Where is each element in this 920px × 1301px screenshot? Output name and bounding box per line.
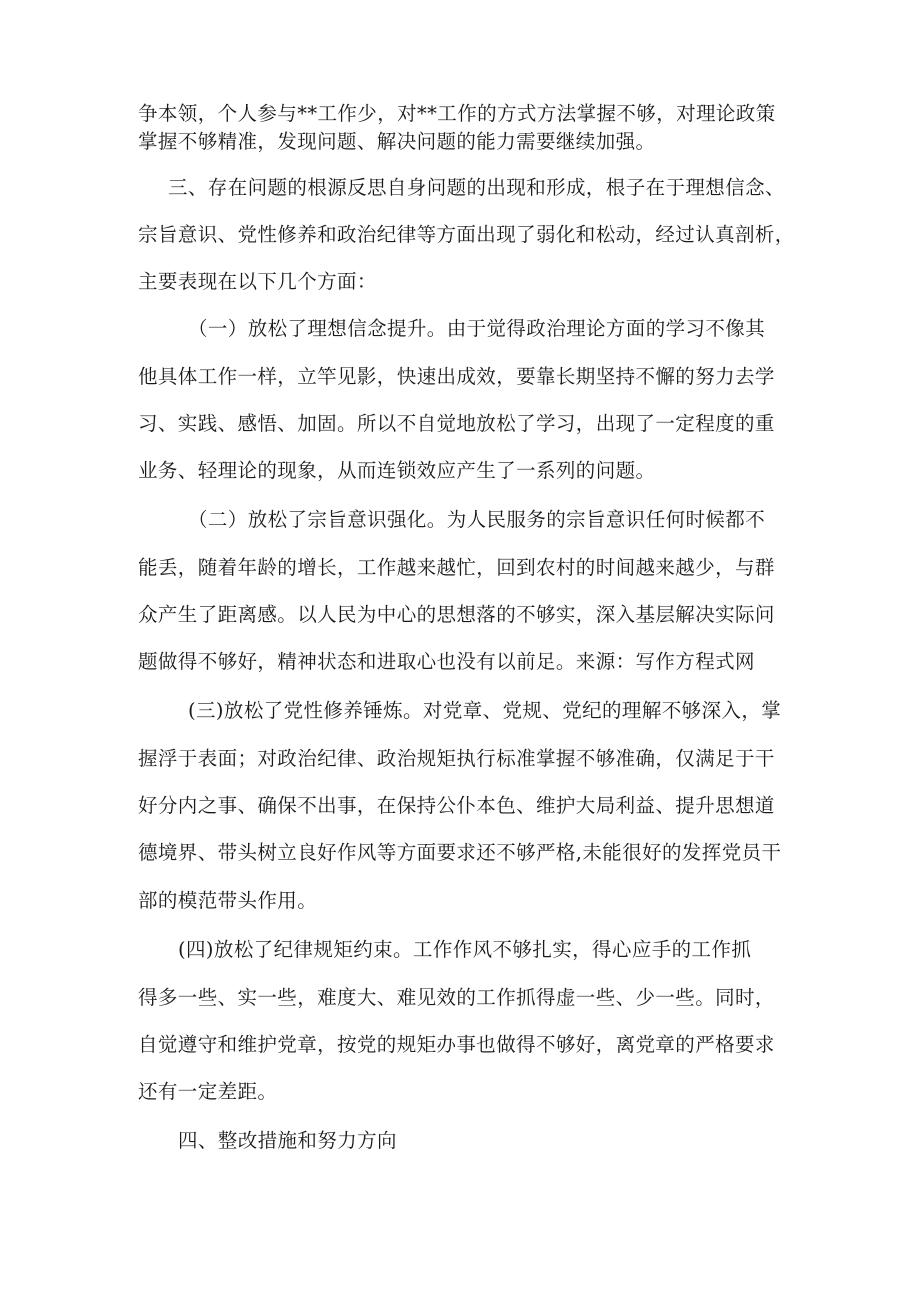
text-line: 德境界、带头树立良好作风等方面要求还不够严格,未能很好的发挥党员干 [138, 841, 782, 864]
text-line: 主要表现在以下几个方面： [138, 270, 377, 293]
text-line: 握浮于表面；对政治纪律、政治规矩执行标准掌握不够准确，仅满足于干 [138, 747, 775, 770]
text-line: 题做得不够好，精神状态和进取心也没有以前足。来源：写作方程式网 [138, 650, 755, 673]
subsection-heading-4: (四)放松了纪律规矩约束。工作作风不够扎实，得心应手的工作抓 [178, 938, 752, 961]
text-line: 好分内之事、确保不出事，在保持公仆本色、维护大局利益、提升思想道 [138, 794, 775, 817]
text-line: 宗旨意识、党性修养和政治纪律等方面出现了弱化和松动，经过认真剖析， [138, 223, 795, 246]
subsection-heading-1: （一）放松了理想信念提升。由于觉得政治理论方面的学习不像其 [188, 317, 766, 340]
text-line: 能丢，随着年龄的增长，工作越来越忙，回到农村的时间越来越少，与群 [138, 556, 775, 579]
text-line: 还有一定差距。 [138, 1080, 278, 1103]
text-line: 掌握不够精准，发现问题、解决问题的能力需要继续加强。 [138, 130, 656, 153]
section-heading-3: 三、存在问题的根源反思自身问题的出现和形成，根子在于理想信念、 [168, 176, 785, 199]
section-heading-4: 四、整改措施和努力方向 [178, 1129, 397, 1152]
text-line: 争本领，个人参与**工作少，对**工作的方式方法掌握不够，对理论政策 [138, 102, 776, 125]
subsection-heading-2: （二）放松了宗旨意识强化。为人民服务的宗旨意识任何时候都不 [188, 508, 766, 531]
text-line: 众产生了距离感。以人民为中心的思想落的不够实，深入基层解决实际问 [138, 603, 775, 626]
text-line: 得多一些、实一些，难度大、难见效的工作抓得虚一些、少一些。同时， [138, 986, 775, 1009]
text-line: 部的模范带头作用。 [138, 889, 318, 912]
text-line: 他具体工作一样，立竿见影，快速出成效，要靠长期坚持不懈的努力去学 [138, 365, 775, 388]
text-line: 自觉遵守和维护党章，按党的规矩办事也做得不够好，离党章的严格要求 [138, 1033, 775, 1056]
text-line: 习、实践、感悟、加固。所以不自觉地放松了学习，出现了一定程度的重 [138, 412, 775, 435]
subsection-heading-3: (三)放松了党性修养锤炼。对党章、党规、党纪的理解不够深入，掌 [188, 699, 782, 722]
text-line: 业务、轻理论的现象，从而连锁效应产生了一系列的问题。 [138, 459, 656, 482]
